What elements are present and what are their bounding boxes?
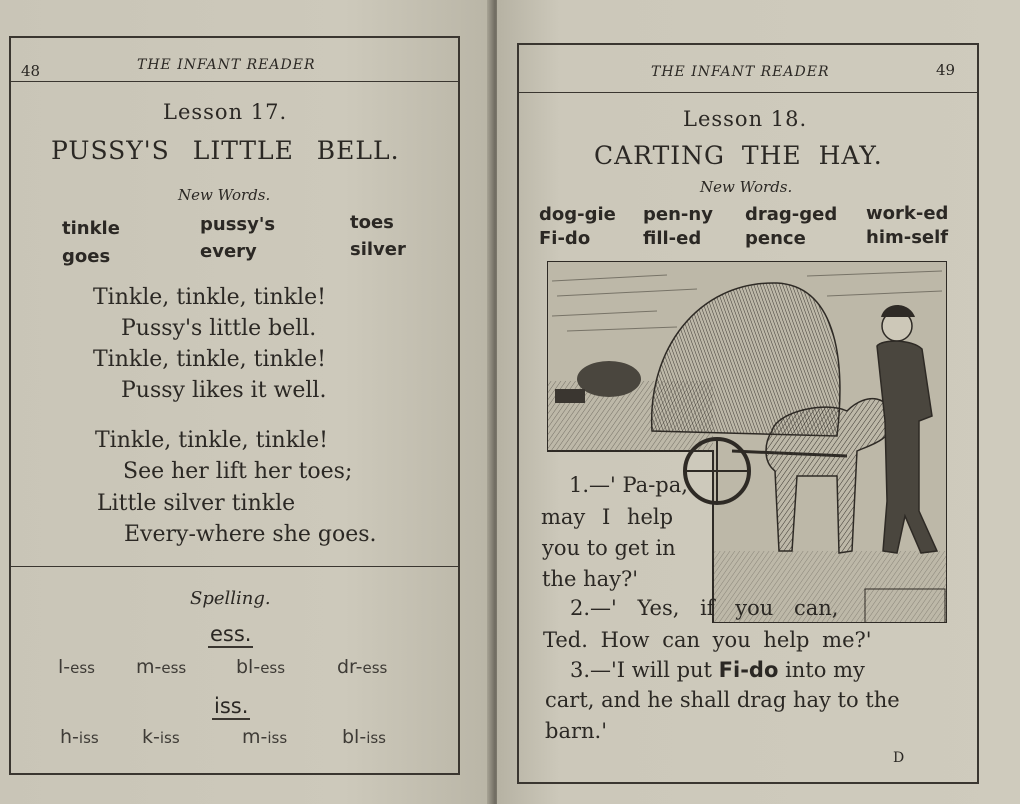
poem-line: Pussy likes it well.	[121, 378, 327, 403]
new-word: dog-gie	[539, 204, 616, 225]
left-header-rule	[9, 81, 458, 82]
spelling-word: k-iss	[142, 726, 180, 748]
left-lesson-number: Lesson 17.	[163, 100, 288, 124]
left-lesson-title: PUSSY'S LITTLE BELL.	[51, 136, 400, 165]
spelling-word: m-iss	[242, 726, 288, 748]
new-word: work-ed	[866, 203, 949, 224]
right-page-number: 49	[936, 61, 956, 79]
new-word: pen-ny	[643, 204, 713, 225]
poem-line: See her lift her toes;	[123, 459, 353, 484]
poem-line: Tinkle, tinkle, tinkle!	[93, 347, 326, 372]
new-word: tinkle	[62, 218, 120, 239]
spelling-word: m-ess	[136, 656, 187, 678]
left-new-words-label: New Words.	[178, 186, 271, 204]
poem-line: Little silver tinkle	[97, 491, 296, 516]
new-word: every	[200, 241, 257, 262]
spelling-word: bl-iss	[342, 726, 387, 748]
new-word: goes	[62, 246, 111, 267]
spelling-word: h-iss	[60, 726, 99, 748]
new-word: pussy's	[200, 214, 276, 235]
poem-line: Pussy's little bell.	[121, 316, 317, 341]
spelling-word: l-ess	[58, 656, 95, 678]
spelling-group-ess: ess.	[210, 622, 252, 646]
left-spelling-rule	[9, 566, 458, 567]
new-word: pence	[745, 228, 806, 249]
story-line: barn.'	[545, 719, 607, 743]
poem-line: Every-where she goes.	[124, 522, 377, 547]
right-header-rule	[517, 92, 977, 93]
right-new-words-label: New Words.	[700, 178, 793, 196]
new-word: Fi-do	[539, 228, 591, 249]
right-lesson-title: CARTING THE HAY.	[594, 141, 883, 170]
spelling-word: dr-ess	[337, 656, 388, 678]
new-word: toes	[350, 212, 394, 233]
poem-line: Tinkle, tinkle, tinkle!	[93, 285, 326, 310]
story-line: may I help	[541, 505, 674, 529]
spelling-group-iss: iss.	[214, 694, 249, 718]
story-line: Ted. How can you help me?'	[543, 628, 872, 652]
story-line: the hay?'	[542, 567, 639, 591]
poem-line: Tinkle, tinkle, tinkle!	[95, 428, 328, 453]
new-word: him-self	[866, 227, 949, 248]
story-line: 3.—'I will put Fi-do into my	[570, 658, 865, 682]
new-word: fill-ed	[643, 228, 702, 249]
new-word: silver	[350, 239, 406, 260]
spelling-word: bl-ess	[236, 656, 286, 678]
left-page-number: 48	[21, 62, 41, 80]
spelling-heading: Spelling.	[190, 588, 271, 609]
right-running-head: THE INFANT READER	[651, 64, 830, 80]
signature-mark: D	[893, 750, 905, 766]
story-line: you to get in	[542, 536, 676, 560]
story-line: 1.—' Pa-pa,	[569, 473, 688, 497]
fido-bold: Fi-do	[718, 658, 779, 682]
left-running-head: THE INFANT READER	[137, 57, 316, 73]
new-word: drag-ged	[745, 204, 838, 225]
right-lesson-number: Lesson 18.	[683, 107, 808, 131]
story-line: cart, and he shall drag hay to the	[545, 688, 900, 712]
story-line: 2.—' Yes, if you can,	[570, 596, 839, 620]
